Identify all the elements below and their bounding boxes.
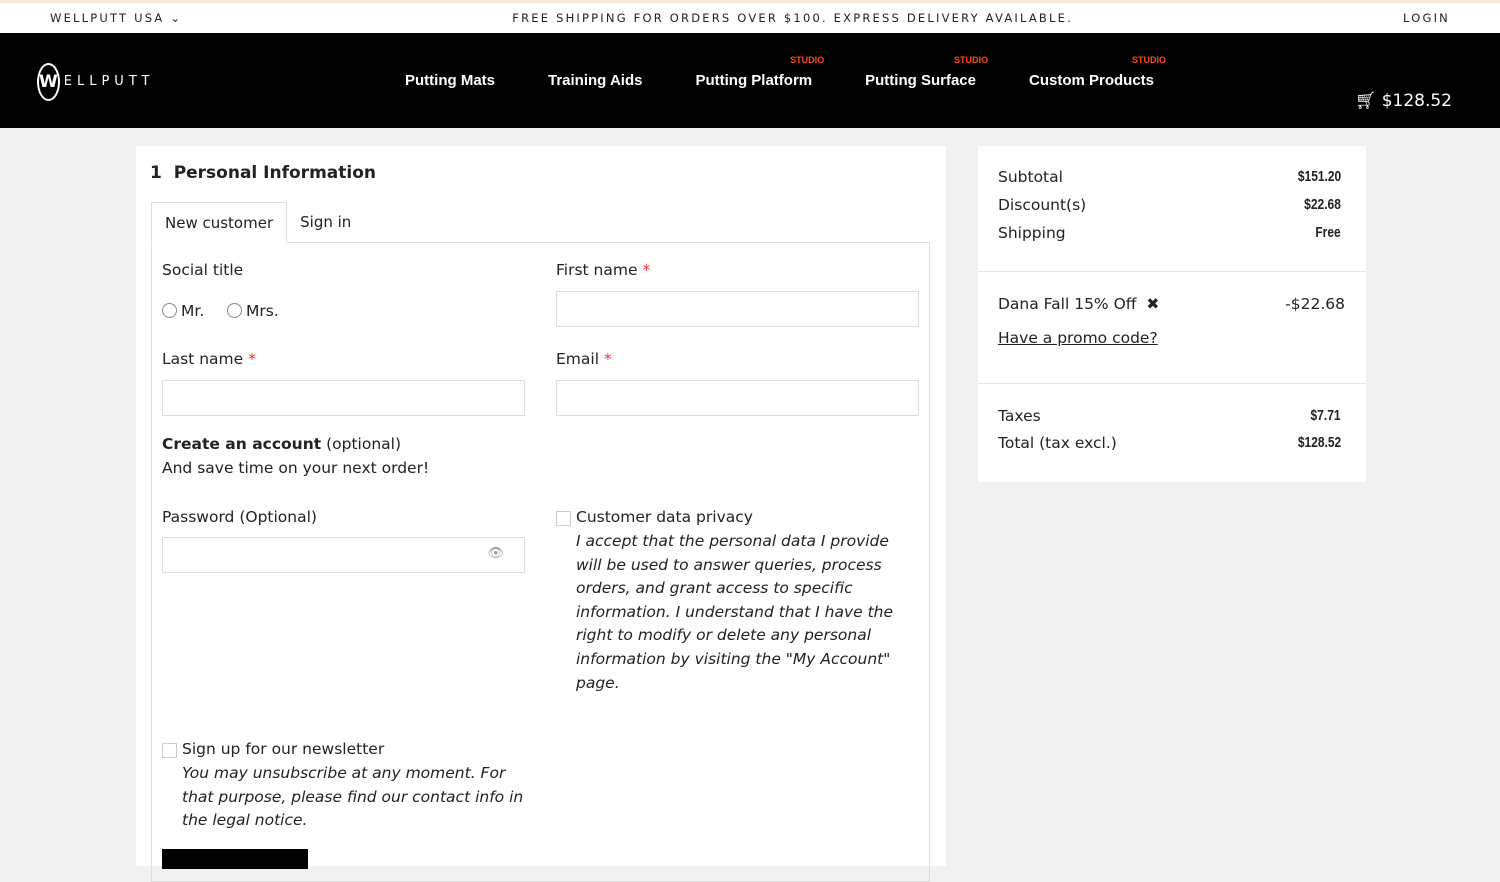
promo-code-link[interactable]: Have a promo code?: [998, 329, 1158, 347]
privacy-checkbox[interactable]: [556, 511, 571, 526]
cart-button[interactable]: 🛒︎ $128.52: [1354, 91, 1452, 111]
eye-slash-icon[interactable]: 👁︎: [487, 546, 504, 561]
studio-tag: STUDIO: [953, 55, 988, 65]
continue-button[interactable]: [162, 849, 308, 869]
privacy-label: Customer data privacy: [576, 508, 753, 526]
nav-putting-surface[interactable]: STUDIO Putting Surface: [865, 55, 988, 89]
remove-promo-icon[interactable]: ✖: [1146, 295, 1160, 313]
studio-tag: STUDIO: [1131, 55, 1166, 65]
promo-row: Dana Fall 15% Off ✖ -$22.68: [998, 295, 1345, 313]
first-name-input[interactable]: [556, 291, 919, 327]
radio-mrs[interactable]: Mrs.: [227, 302, 279, 320]
discount-row: Discount(s) $22.68: [998, 196, 1341, 214]
logo[interactable]: [37, 63, 154, 101]
divider: [978, 383, 1366, 384]
shipping-notice: FREE SHIPPING FOR ORDERS OVER $100. EXPRESS DELIVERY AVAILABLE.: [512, 11, 1073, 25]
first-name-label: First name *: [556, 261, 651, 279]
privacy-text: I accept that the personal data I provide will be used to answer queries, process orders, and grant access to specific information. I understand that I have the right to modify or delete any personal information by visiting the "My Account" page.: [576, 532, 894, 692]
taxes-row: Taxes $7.71: [998, 407, 1341, 425]
subtotal-row: Subtotal $151.20: [998, 168, 1341, 186]
create-account-label: Create an account (optional): [162, 435, 402, 453]
last-name-input[interactable]: [162, 380, 525, 416]
section-title: 1 Personal Information: [150, 163, 376, 183]
nav-putting-platform[interactable]: STUDIO Putting Platform: [695, 55, 825, 89]
last-name-label: Last name *: [162, 350, 256, 368]
divider: [978, 271, 1366, 272]
nav-custom-products[interactable]: STUDIO Custom Products: [1028, 55, 1166, 89]
newsletter-checkbox[interactable]: [162, 743, 177, 758]
logo-text: WELLPUTT: [39, 72, 155, 92]
region-selector[interactable]: WELLPUTT USA ⌄: [50, 11, 183, 25]
nav-putting-mats[interactable]: Putting Mats: [405, 72, 495, 89]
create-account-sub: And save time on your next order!: [162, 459, 430, 477]
shipping-row: Shipping Free: [998, 224, 1341, 242]
studio-tag: STUDIO: [790, 55, 825, 65]
tab-new-customer[interactable]: New customer: [151, 202, 287, 243]
header: [0, 33, 1500, 128]
email-input[interactable]: [556, 380, 919, 416]
order-summary: [978, 146, 1366, 482]
tab-sign-in[interactable]: Sign in: [300, 213, 352, 231]
form-panel: [151, 242, 930, 882]
newsletter-label: Sign up for our newsletter: [182, 740, 385, 758]
total-row: Total (tax excl.) $128.52: [998, 434, 1341, 452]
newsletter-text: You may unsubscribe at any moment. For that purpose, please find our contact info in the legal notice.: [182, 764, 524, 830]
password-input[interactable]: [162, 537, 525, 573]
nav-training-aids[interactable]: Training Aids: [548, 72, 643, 89]
personal-info-section: [136, 146, 946, 866]
social-title-label: Social title: [162, 261, 244, 279]
top-bar: [0, 0, 1500, 33]
email-label: Email *: [556, 350, 612, 368]
login-link[interactable]: LOGIN: [1403, 11, 1450, 25]
radio-mr[interactable]: Mr.: [162, 302, 204, 320]
chevron-down-icon: ⌄: [164, 11, 183, 25]
cart-icon: 🛒︎: [1354, 91, 1377, 111]
password-label: Password (Optional): [162, 508, 317, 526]
main-nav: [405, 33, 1207, 128]
